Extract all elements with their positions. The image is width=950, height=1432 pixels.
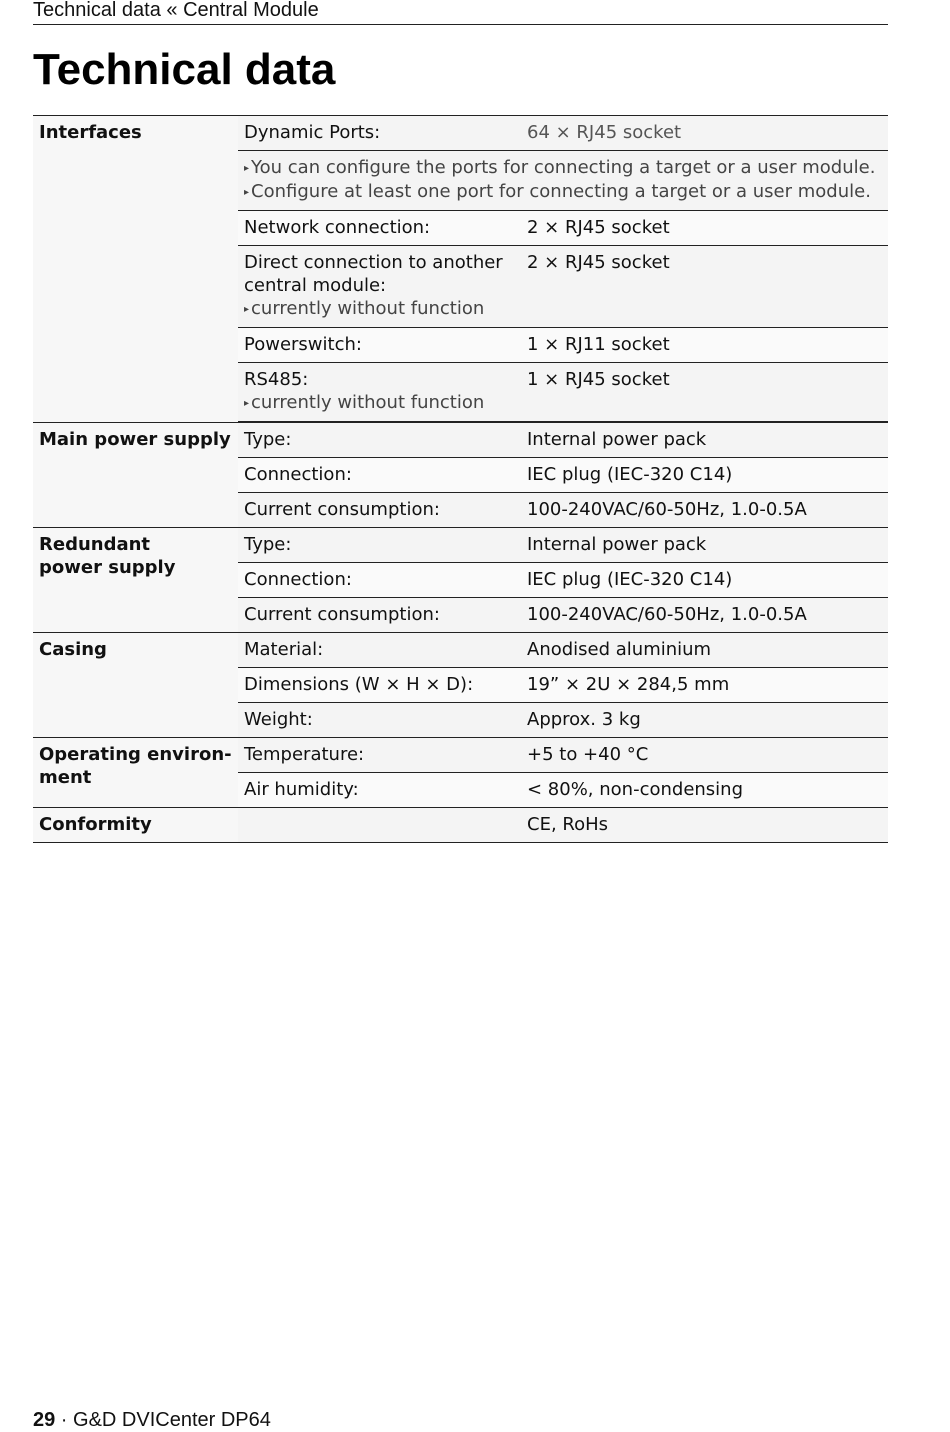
row-label: Type: bbox=[238, 423, 521, 458]
row-label: Network connection: bbox=[238, 211, 521, 246]
category-conformity: Conformity bbox=[33, 808, 238, 843]
ports-notes bbox=[238, 151, 888, 211]
row-label: RS485: ▸ currently without function bbox=[238, 363, 521, 422]
footer-product: G&D DVICenter DP64 bbox=[73, 1409, 271, 1431]
page-footer bbox=[33, 1408, 271, 1432]
table-row bbox=[33, 116, 888, 151]
row-label bbox=[238, 808, 521, 843]
row-label: Current consumption: bbox=[238, 598, 521, 633]
row-label: Temperature: bbox=[238, 738, 521, 773]
row-value: CE, RoHs bbox=[521, 808, 888, 843]
footer-separator: · bbox=[55, 1409, 74, 1431]
row-value: Approx. 3 kg bbox=[521, 703, 888, 738]
row-value: IEC plug (IEC-320 C14) bbox=[521, 563, 888, 598]
triangle-bullet-icon: ▸ bbox=[244, 398, 250, 409]
row-value: Internal power pack bbox=[521, 423, 888, 458]
row-label: Powerswitch: bbox=[238, 328, 521, 363]
note-line: ▸ Configure at least one port for connecting a target or a user module. bbox=[244, 181, 871, 202]
row-value: 64 × RJ45 socket bbox=[521, 116, 888, 151]
table-row bbox=[33, 808, 888, 843]
note-line: ▸ You can configure the ports for connecting a target or a user module. bbox=[244, 157, 876, 178]
table-row bbox=[33, 738, 888, 773]
running-header-text: Technical data « Central Module bbox=[33, 0, 319, 21]
table-row bbox=[33, 423, 888, 458]
row-label: Type: bbox=[238, 528, 521, 563]
row-label: Air humidity: bbox=[238, 773, 521, 808]
category-redundant-power: Redundant power supply bbox=[33, 528, 238, 633]
row-label: Connection: bbox=[238, 458, 521, 493]
row-value: Anodised aluminium bbox=[521, 633, 888, 668]
row-value: IEC plug (IEC-320 C14) bbox=[521, 458, 888, 493]
table-row bbox=[33, 528, 888, 563]
triangle-bullet-icon: ▸ bbox=[244, 187, 250, 198]
row-value: 2 × RJ45 socket bbox=[521, 246, 888, 328]
row-value: 1 × RJ11 socket bbox=[521, 328, 888, 363]
row-value: +5 to +40 °C bbox=[521, 738, 888, 773]
triangle-bullet-icon: ▸ bbox=[244, 304, 250, 315]
row-value: Internal power pack bbox=[521, 528, 888, 563]
triangle-bullet-icon: ▸ bbox=[244, 163, 250, 174]
row-value: 2 × RJ45 socket bbox=[521, 211, 888, 246]
category-interfaces: Interfaces bbox=[33, 116, 238, 423]
row-label: Direct connection to another central module: ▸ currently without function bbox=[238, 246, 521, 328]
row-label: Material: bbox=[238, 633, 521, 668]
running-header bbox=[33, 0, 888, 25]
row-value: < 80%, non-condensing bbox=[521, 773, 888, 808]
page-title: Technical data bbox=[33, 45, 336, 94]
row-label: Current consumption: bbox=[238, 493, 521, 528]
category-casing: Casing bbox=[33, 633, 238, 738]
category-operating-environment: Operating environ- ment bbox=[33, 738, 238, 808]
category-main-power: Main power supply bbox=[33, 423, 238, 528]
row-label: Dynamic Ports: bbox=[238, 116, 521, 151]
table-row bbox=[33, 633, 888, 668]
row-label: Dimensions (W × H × D): bbox=[238, 668, 521, 703]
row-value: 100-240VAC/60-50Hz, 1.0-0.5A bbox=[521, 493, 888, 528]
row-label: Weight: bbox=[238, 703, 521, 738]
row-value: 1 × RJ45 socket bbox=[521, 363, 888, 422]
row-value: 19” × 2U × 284,5 mm bbox=[521, 668, 888, 703]
row-label: Connection: bbox=[238, 563, 521, 598]
row-value: 100-240VAC/60-50Hz, 1.0-0.5A bbox=[521, 598, 888, 633]
page-number: 29 bbox=[33, 1409, 56, 1431]
technical-data-table bbox=[33, 115, 888, 843]
